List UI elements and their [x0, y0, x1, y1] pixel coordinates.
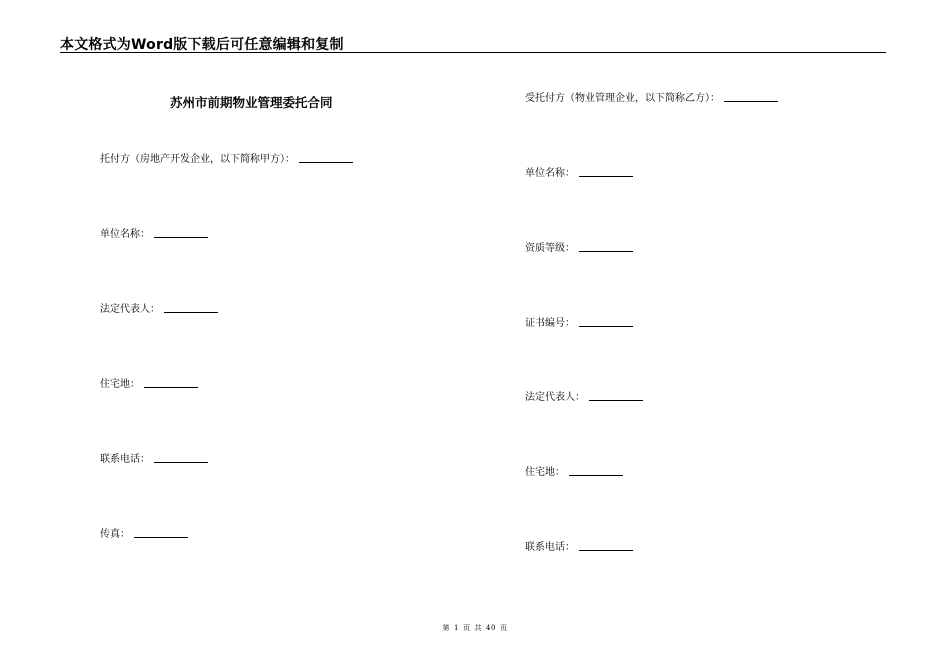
fill-in-blank[interactable]: [164, 312, 218, 313]
field-label: 传真：: [100, 529, 130, 540]
fill-in-blank[interactable]: [154, 462, 208, 463]
fill-in-blank[interactable]: [144, 387, 198, 388]
fill-in-blank[interactable]: [579, 251, 633, 252]
fill-in-blank[interactable]: [589, 400, 643, 401]
field-entrusting-party: [100, 153, 353, 167]
footer-total-prefix: 共: [474, 624, 483, 632]
contract-title: 苏州市前期物业管理委托合同: [170, 95, 333, 110]
field-label: 法定代表人：: [525, 392, 585, 403]
field-right-unit-name: [525, 167, 633, 181]
field-label: 住宅地：: [525, 467, 565, 478]
header-divider: [60, 52, 886, 53]
field-left-unit-name: [100, 228, 208, 242]
field-label: 单位名称：: [100, 229, 150, 240]
field-right-qualification-grade: [525, 242, 633, 256]
field-left-address: [100, 378, 198, 392]
field-label: 资质等级：: [525, 243, 575, 254]
field-left-legal-representative: [100, 303, 218, 317]
field-left-fax: [100, 528, 188, 542]
fill-in-blank[interactable]: [579, 326, 633, 327]
footer-total-unit: 页: [499, 624, 508, 632]
field-right-address: [525, 466, 623, 480]
fill-in-blank[interactable]: [154, 237, 208, 238]
field-entrusted-party: [525, 92, 778, 106]
field-label: 受托付方（物业管理企业，以下简称乙方）：: [525, 93, 720, 104]
field-label: 联系电话：: [525, 542, 575, 553]
field-left-phone: [100, 453, 208, 467]
field-right-legal-representative: [525, 391, 643, 405]
fill-in-blank[interactable]: [134, 537, 188, 538]
field-label: 单位名称：: [525, 168, 575, 179]
footer-prefix: 第: [442, 624, 451, 632]
field-label: 证书编号：: [525, 318, 575, 329]
fill-in-blank[interactable]: [579, 176, 633, 177]
footer-total-pages: 40: [486, 624, 496, 632]
footer-page-number: 1: [454, 624, 460, 632]
fill-in-blank[interactable]: [569, 475, 623, 476]
fill-in-blank[interactable]: [724, 101, 778, 102]
fill-in-blank[interactable]: [299, 162, 353, 163]
document-header-title: 本文格式为Word版下载后可任意编辑和复制: [60, 37, 344, 53]
page-footer: [0, 623, 950, 633]
field-right-certificate-number: [525, 317, 633, 331]
footer-page-unit: 页: [463, 624, 471, 632]
field-label: 联系电话：: [100, 454, 150, 465]
field-label: 托付方（房地产开发企业，以下简称甲方）：: [100, 154, 295, 165]
field-right-phone: [525, 541, 633, 555]
fill-in-blank[interactable]: [579, 550, 633, 551]
field-label: 法定代表人：: [100, 304, 160, 315]
field-label: 住宅地：: [100, 379, 140, 390]
